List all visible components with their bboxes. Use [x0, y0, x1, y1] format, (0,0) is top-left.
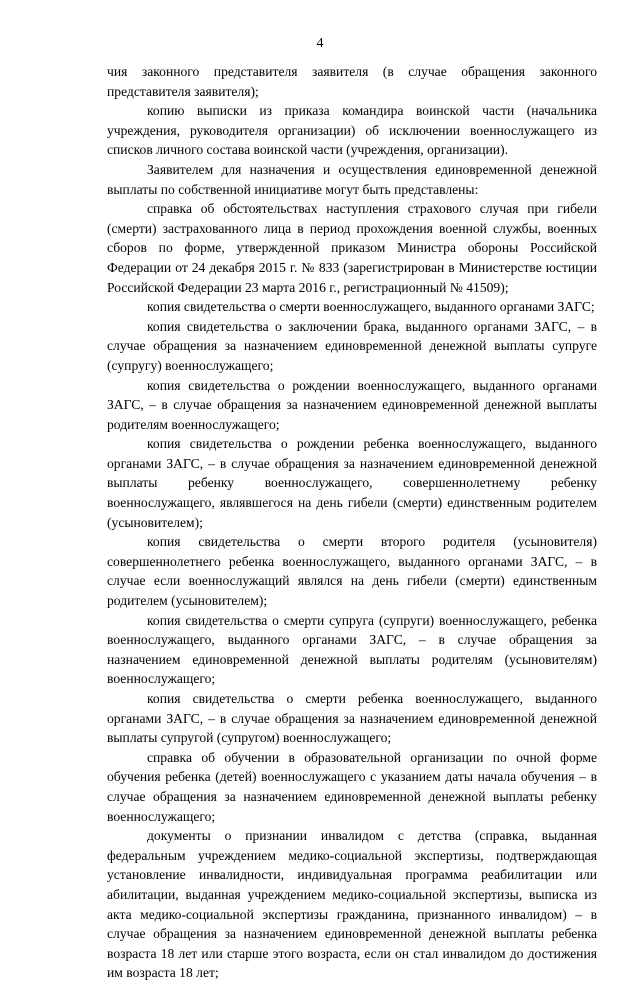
paragraph-4: справка об обстоятельствах наступления страхового случая при гибели (смерти) застрахованного лица в период прохождения военной службы, военных сборов по форме, утвержденной приказом Министра обороны Российской Федерации от 24 декабря 2015 г. № 833 (зарегистрирован в Министерстве юстиции Российской Федерации 23 марта 2016 г., регистрационный № 41509); — [107, 201, 597, 295]
paragraph-7: копия свидетельства о рождении военнослужащего, выданного органами ЗАГС, – в случае обращения за назначением единовременной денежной выплаты родителям военнослужащего; — [107, 377, 597, 432]
paragraph-3: Заявителем для назначения и осуществления единовременной денежной выплаты по собственной инициативе могут быть представлены: — [107, 161, 597, 197]
paragraph-5: копия свидетельства о смерти военнослужащего, выданного органами ЗАГС; — [147, 299, 595, 315]
paragraph-12: справка об обучении в образовательной организации по очной форме обучения ребенка (детей) военнослужащего с указанием даты начала обучения – в случае обращения за назначением единовременной денежной выплаты ребенку военнослужащего; — [107, 749, 597, 824]
paragraph-2: копию выписки из приказа командира воинской части (начальника учреждения, руководителя организации) об исключении военнослужащего из списков личного состава воинской части (учреждения, организации). — [107, 103, 597, 158]
paragraph-11: копия свидетельства о смерти ребенка военнослужащего, выданного органами ЗАГС, – в случае обращения за назначением единовременной денежной выплаты супругой (супругом) военнослужащего; — [107, 691, 597, 746]
paragraph-9: копия свидетельства о смерти второго родителя (усыновителя) совершеннолетнего ребенка военнослужащего, выданного органами ЗАГС, – в случае если военнослужащий являлся на день гибели (смерти) единственным родителем (усыновителем); — [107, 534, 597, 609]
document-body — [107, 62, 597, 983]
paragraph-13: документы о признании инвалидом с детства (справка, выданная федеральным учреждением медико-социальной экспертизы, подтверждающая установление инвалидности, индивидуальная программа реабилитации или абилитации, выданная учреждением медико-социальной экспертизы, выписка из акта медико-социальной экспертизы гражданина, признанного инвалидом) – в случае обращения за назначением единовременной денежной выплаты ребенка возраста 18 лет или старше этого возраста, если он стал инвалидом до достижения им возраста 18 лет; — [107, 828, 597, 981]
paragraph-10: копия свидетельства о смерти супруга (супруги) военнослужащего, ребенка военнослужащего, выданного органами ЗАГС, – в случае обращения за назначением единовременной денежной выплаты родителям (усыновителям) военнослужащего; — [107, 612, 597, 687]
paragraph-8: копия свидетельства о рождении ребенка военнослужащего, выданного органами ЗАГС, – в случае обращения за назначением единовременной денежной выплаты ребенку военнослужащего, совершеннолетнему ребенку военнослужащего, являвшегося на день гибели (смерти) единственным родителем (усыновителем); — [107, 436, 597, 530]
paragraph-1: чия законного представителя заявителя (в случае обращения законного представителя заявителя); — [107, 64, 597, 99]
page-number: 4 — [316, 36, 324, 51]
paragraph-6: копия свидетельства о заключении брака, выданного органами ЗАГС, – в случае обращения за назначением единовременной денежной выплаты супруге (супругу) военнослужащего; — [107, 318, 597, 373]
